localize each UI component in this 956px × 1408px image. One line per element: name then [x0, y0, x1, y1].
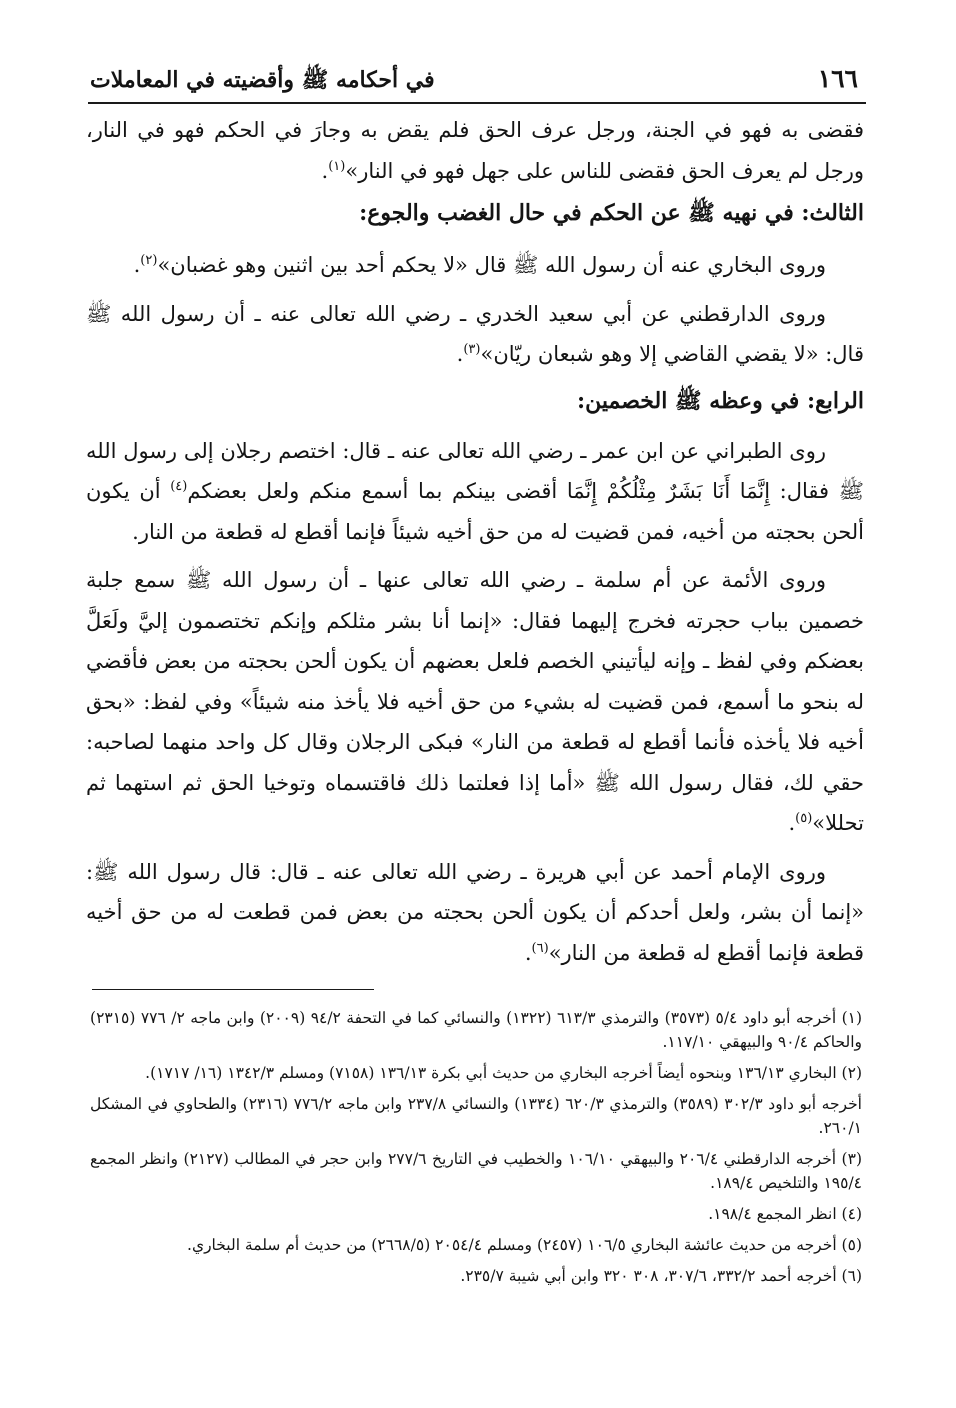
section-heading-third: الثالث: في نهيه ﷺ عن الحكم في حال الغضب والجوع: — [359, 200, 864, 226]
paragraph-2: وروى البخاري عنه أن رسول الله ﷺ قال «لا يحكم أحد بين اثنين وهو غضبان»$^{(٢)}$. — [133, 253, 826, 277]
footnotes — [90, 1006, 862, 1295]
footnote-2-continued: أخرجه أبو داود ٣٠٢/٣ (٣٥٨٩) والترمذي ٦٢٠/٣ (١٣٣٤) والنسائي ٢٣٧/٨ وابن ماجه ٧٧٦/٢ (٢٣١٦) والطحاوي في المشكل ٢٦٠/١. — [90, 1095, 862, 1137]
page-number: ١٦٦ — [817, 64, 858, 93]
footnote-ref-3: (٣) — [463, 342, 481, 357]
paragraph-4: روى الطبراني عن ابن عمر ـ رضي الله تعالى عنه ـ قال: اختصم رجلان إلى رسول الله ﷺ فقال: إِنَّمَا أَنَا بَشَرٌ مِثْلُكُمْ إِنَّمَا أقضى بينكم بما أسمع منكم ولعل بعضكم$^{(٤)}$ أن يكون ألحن بحجته من أخيه، فمن قضيت له من حق أخيه شيئاً فإنما أقطع له قطعة من النار. — [86, 438, 864, 544]
footnote-ref-5: (٥) — [795, 811, 813, 826]
footnote-ref-1: (١) — [328, 158, 346, 174]
footnote-ref-2: (٢) — [140, 253, 158, 268]
footnote-divider — [92, 989, 374, 990]
footnote-ref-4: (٤) — [170, 479, 188, 494]
page-header — [88, 62, 866, 104]
paragraph-5: وروى الأئمة عن أم سلمة ـ رضي الله تعالى عنها ـ أن رسول الله ﷺ سمع جلبة خصمين بباب حجرته فخرج إليهما فقال: «إنما أنا بشر مثلكم وإنكم تختصمون إليَّ ولَعَلَّ بعضكم وفي لفظ ـ وإنه ليأتيني الخصم فلعل بعضهم أن يكون ألحن بحجته من بعض فأقضي له بنحو ما أسمع، فمن قضيت له بشيء من حق أخيه فلا يأخذ منه شيئاً» وفي لفظ: «بحق أخيه فلا يأخذه فأنما أقطع له قطعة من النار» فبكى الرجلان وقال كل واحد منهما لصاحبه: حقي لك، فقال رسول الله ﷺ «أما إذا فعلتما ذلك فاقتسماه وتوخيا الحق ثم استهما ثم تحللا»$^{(٥)}$. — [86, 568, 864, 835]
footnote-1: (١) أخرجه أبو داود ٥/٤ (٣٥٧٣) والترمذي ٦١٣/٣ (١٣٢٢) والنسائي كما في التحفة ٩٤/٢ (٢٠٠٩) وابن ماجه ٢/ ٧٧٦ (٢٣١٥) والحاكم ٩٠/٤ والبيهقي ١١٧/١٠. — [90, 1009, 863, 1051]
footnote-4: (٤) انظر المجمع ١٩٨/٤. — [708, 1205, 862, 1223]
footnote-ref-6: (٦) — [531, 940, 549, 956]
section-heading-fourth: الرابع: في وعظه ﷺ الخصمين: — [577, 387, 864, 414]
footnote-2: (٢) البخاري ١٣٦/١٣ وبنحوه أيضاً أخرجه البخاري من حديث أبي بكرة ١٣٦/١٣ (٧١٥٨) ومسلم ١٣٤٢/٣ (١٦/ ١٧١٧). — [145, 1064, 862, 1082]
footnote-3: (٣) أخرجه الدارقطني ٢٠٦/٤ والبيهقي ١٠٦/١٠ والخطيب في التاريخ ٢٧٧/٦ وابن حجر في المطالب (٢١٢٧) وانظر المجمع ١٩٥/٤ والتلخيص ١٨٩/٤. — [90, 1150, 862, 1192]
paragraph-1: فقضى به فهو في الجنة، ورجل عرف الحق فلم يقض به وجارَ في الحكم فهو في النار، ورجل لم يعرف الحق فقضى للناس على جهل فهو في النار»$^{(١)}$. — [86, 118, 864, 183]
footnote-6: (٦) أخرجه أحمد ٣٣٢/٢، ٣٠٧/٦، ٣٠٨ ٣٢٠ وابن أبي شيبة ٢٣٥/٧. — [460, 1267, 862, 1285]
paragraph-3: وروى الدارقطني عن أبي سعيد الخدري ـ رضي الله تعالى عنه ـ أن رسول الله ﷺ قال: «لا يقضي القاضي إلا وهو شبعان ريّان»$^{(٣)}$. — [86, 301, 864, 366]
running-title: في أحكامه ﷺ وأقضيته في المعاملات — [90, 67, 435, 93]
footnote-5: (٥) أخرجه من حديث عائشة البخاري ١٠٦/٥ (٢٤٥٧) ومسلم ٢٠٥٤/٤ (٢٦٦٨/٥) من حديث أم سلمة البخاري. — [187, 1236, 862, 1254]
paragraph-6: وروى الإمام أحمد عن أبي هريرة ـ رضي الله تعالى عنه ـ قال: قال رسول الله ﷺ: «إنما أن بشر، ولعل أحدكم أن يكون ألحن بحجته من بعض فمن قطعت له من حق أخيه قطعة فإنما أقطع له قطعة من النار»$^{(٦)}$. — [86, 859, 864, 965]
main-text — [86, 110, 864, 973]
